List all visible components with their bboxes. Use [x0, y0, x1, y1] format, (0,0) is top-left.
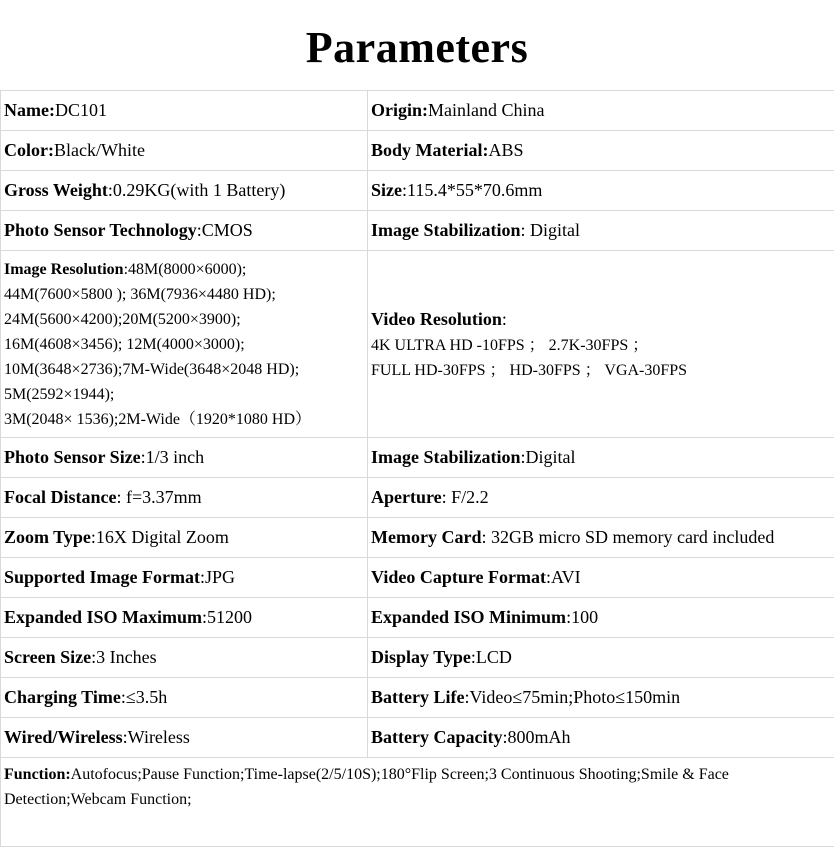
param-row [1, 91, 834, 131]
parameters-table [0, 90, 834, 847]
param-value: :LCD [471, 647, 512, 667]
param-cell-left [1, 558, 368, 598]
param-row [1, 131, 834, 171]
param-row [1, 638, 834, 678]
param-cell-right [368, 211, 834, 251]
param-key: Video Capture Format [371, 567, 546, 587]
param-cell-left [1, 718, 368, 758]
param-cell-right [368, 171, 834, 211]
param-cell-right [368, 598, 834, 638]
param-value: :≤3.5h [121, 687, 167, 707]
param-value: :Wireless [123, 727, 190, 747]
param-key: Image Stabilization [371, 447, 521, 467]
param-value: :1/3 inch [141, 447, 205, 467]
param-row [1, 171, 834, 211]
param-key: Body Material: [371, 140, 488, 160]
param-cell-left [1, 638, 368, 678]
param-key: Display Type [371, 647, 471, 667]
param-value: :Video≤75min;Photo≤150min [464, 687, 680, 707]
video-resolution-line: FULL HD-30FPS ； HD-30FPS ； VGA-30FPS [371, 358, 834, 383]
video-resolution-colon: : [502, 309, 507, 329]
param-row [1, 678, 834, 718]
param-key: Photo Sensor Size [4, 447, 141, 467]
param-row [1, 598, 834, 638]
param-cell-right [368, 558, 834, 598]
param-key: Size [371, 180, 402, 200]
image-resolution-line: 3M(2048× 1536);2M-Wide（1920*1080 HD） [4, 407, 367, 432]
param-cell-right [368, 131, 834, 171]
param-value: Black/White [54, 140, 145, 160]
image-resolution-line: 16M(4608×3456); 12M(4000×3000); [4, 332, 367, 357]
param-key: Expanded ISO Maximum [4, 607, 202, 627]
param-cell-right [368, 478, 834, 518]
param-key: Charging Time [4, 687, 121, 707]
param-row [1, 478, 834, 518]
param-key: Aperture [371, 487, 442, 507]
param-cell-right [368, 438, 834, 478]
param-key: Supported Image Format [4, 567, 200, 587]
param-value: :Digital [521, 447, 576, 467]
param-row [1, 438, 834, 478]
function-key: Function: [4, 766, 71, 783]
param-value: :51200 [202, 607, 252, 627]
param-cell-left [1, 211, 368, 251]
param-key: Memory Card [371, 527, 481, 547]
param-cell-right [368, 518, 834, 558]
param-value: :100 [566, 607, 598, 627]
param-row [1, 558, 834, 598]
param-key: Origin: [371, 100, 428, 120]
param-row [1, 718, 834, 758]
param-value: :0.29KG(with 1 Battery) [108, 180, 285, 200]
param-value: : 32GB micro SD memory card included [481, 527, 774, 547]
param-row [1, 518, 834, 558]
image-resolution-line: 24M(5600×4200);20M(5200×3900); [4, 307, 367, 332]
param-value: DC101 [55, 100, 107, 120]
param-row [1, 211, 834, 251]
param-value: :16X Digital Zoom [91, 527, 229, 547]
page-title: Parameters [0, 0, 834, 90]
video-resolution-line: 4K ULTRA HD -10FPS ； 2.7K-30FPS ； [371, 333, 834, 358]
function-row [1, 758, 834, 847]
param-value: : Digital [521, 220, 581, 240]
image-resolution-key: Image Resolution [4, 261, 124, 278]
param-key: Wired/Wireless [4, 727, 123, 747]
param-key: Screen Size [4, 647, 91, 667]
param-cell-left [1, 438, 368, 478]
param-value: :800mAh [502, 727, 570, 747]
param-value: :AVI [546, 567, 581, 587]
param-key: Zoom Type [4, 527, 91, 547]
param-value: : F/2.2 [442, 487, 489, 507]
param-cell-left [1, 91, 368, 131]
image-resolution-line: 44M(7600×5800 ); 36M(7936×4480 HD); [4, 282, 367, 307]
param-cell-right [368, 638, 834, 678]
resolution-row [1, 251, 834, 438]
param-value: : f=3.37mm [116, 487, 201, 507]
param-key: Color: [4, 140, 54, 160]
param-value: :JPG [200, 567, 235, 587]
param-key: Name: [4, 100, 55, 120]
param-key: Image Stabilization [371, 220, 521, 240]
param-cell-left [1, 518, 368, 558]
video-resolution-cell [368, 251, 834, 438]
param-value: ABS [488, 140, 523, 160]
param-cell-left [1, 171, 368, 211]
video-resolution-key: Video Resolution [371, 309, 502, 329]
param-key: Gross Weight [4, 180, 108, 200]
param-key: Expanded ISO Minimum [371, 607, 566, 627]
function-value: Autofocus;Pause Function;Time-lapse(2/5/10S);180°Flip Screen;3 Continuous Shooting;Smile & Face Detection;Webcam Function; [4, 766, 729, 808]
param-cell-left [1, 598, 368, 638]
param-key: Focal Distance [4, 487, 116, 507]
param-cell-left [1, 678, 368, 718]
param-key: Battery Capacity [371, 727, 502, 747]
param-value: :3 Inches [91, 647, 156, 667]
param-cell-right [368, 91, 834, 131]
param-cell-left [1, 478, 368, 518]
param-value: :115.4*55*70.6mm [402, 180, 542, 200]
param-value: :CMOS [197, 220, 253, 240]
param-key: Photo Sensor Technology [4, 220, 197, 240]
param-key: Battery Life [371, 687, 464, 707]
param-cell-left [1, 131, 368, 171]
param-cell-right [368, 678, 834, 718]
image-resolution-line: 10M(3648×2736);7M-Wide(3648×2048 HD); [4, 357, 367, 382]
image-resolution-line: :48M(8000×6000); [124, 261, 247, 278]
image-resolution-line: 5M(2592×1944); [4, 382, 367, 407]
image-resolution-cell [1, 251, 368, 438]
function-cell [1, 758, 834, 847]
param-cell-right [368, 718, 834, 758]
param-value: Mainland China [428, 100, 544, 120]
